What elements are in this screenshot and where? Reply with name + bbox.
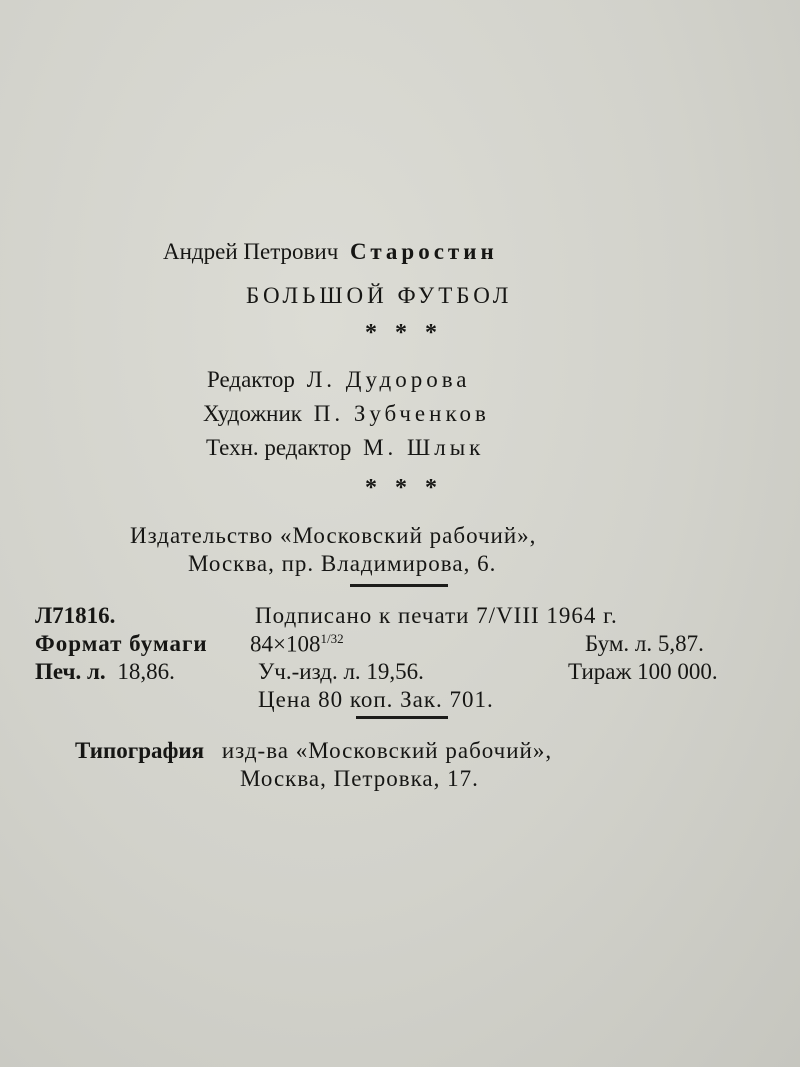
credit-name: М. Шлык (363, 435, 485, 460)
format-fraction: 1/32 (320, 631, 344, 646)
separator-stars: * * * (365, 475, 443, 501)
publisher-name: Издательство «Московский рабочий», (130, 523, 537, 548)
print-sheets-label: Печ. л. (35, 659, 106, 684)
format-dimensions: 84×108 (250, 631, 321, 657)
credit-artist (203, 402, 490, 425)
printer-line (75, 739, 552, 762)
format-value (250, 632, 344, 656)
credit-editor (207, 368, 471, 391)
credit-tech-editor (206, 436, 484, 459)
author-surname: Старостин (350, 239, 498, 264)
format-label: Формат бумаги (35, 631, 208, 656)
credit-role: Редактор (207, 367, 295, 392)
separator-stars: * * * (365, 320, 443, 346)
edit-sheets: Уч.-изд. л. 19,56. (258, 659, 424, 684)
print-sheets-value: 18,86. (117, 659, 175, 684)
print-run: Тираж 100 000. (568, 659, 718, 684)
credit-role: Техн. редактор (206, 435, 352, 460)
paper-sheets: Бум. л. 5,87. (585, 631, 704, 656)
credit-role: Художник (203, 401, 302, 426)
faded-bleedthrough (240, 40, 249, 61)
author-line (163, 240, 498, 263)
author-name: Андрей Петрович (163, 239, 339, 264)
divider-rule (350, 584, 448, 587)
imprint-signed: Подписано к печати 7/VIII 1964 г. (255, 603, 618, 628)
book-title: БОЛЬШОЙ ФУТБОЛ (246, 283, 513, 308)
imprint-code: Л71816. (35, 603, 116, 628)
credit-name: Л. Дудорова (306, 367, 471, 392)
print-sheets (35, 660, 175, 683)
printer-address: Москва, Петровка, 17. (240, 766, 479, 791)
printer-rest: изд-ва «Московский рабочий», (221, 738, 553, 763)
price-order: Цена 80 коп. Зак. 701. (258, 687, 494, 712)
printer-bold: Типография (75, 738, 205, 763)
divider-rule (356, 716, 448, 719)
credit-name: П. Зубченков (313, 401, 490, 426)
publisher-address: Москва, пр. Владимирова, 6. (188, 551, 497, 576)
